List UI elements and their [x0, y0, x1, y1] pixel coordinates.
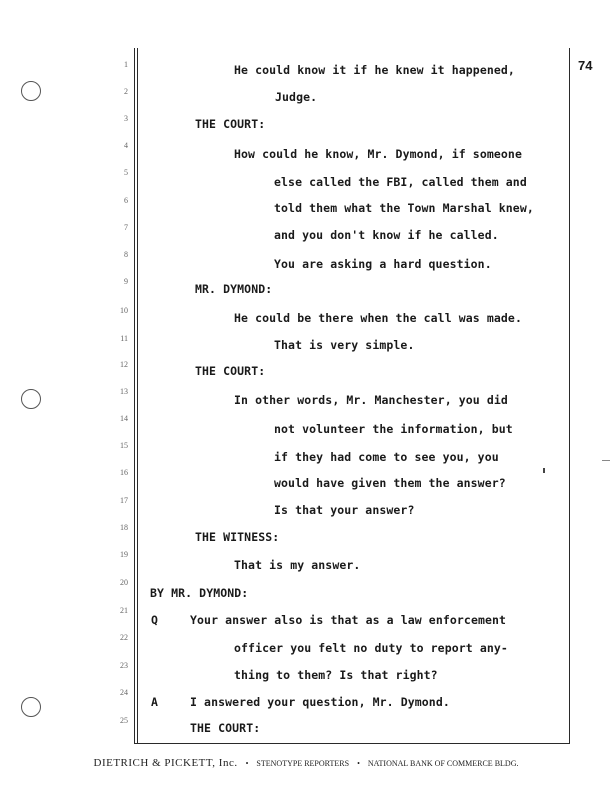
transcript-line: That is very simple.: [274, 338, 415, 352]
transcript-line: Is that your answer?: [274, 503, 415, 517]
line-number: 11: [120, 334, 128, 343]
margin-rule-left: [134, 48, 135, 743]
examiner-label: BY MR. DYMOND:: [150, 586, 249, 600]
speaker-label: MR. DYMOND:: [195, 282, 273, 296]
binder-hole-top: [21, 81, 41, 101]
reporter-footer: [0, 757, 612, 769]
transcript-line: Judge.: [275, 90, 318, 104]
line-number: 21: [120, 606, 128, 615]
footer-service: STENOTYPE REPORTERS: [256, 759, 350, 768]
binder-hole-middle: [21, 389, 41, 409]
stray-mark: [543, 468, 545, 473]
page-number: 74: [578, 58, 593, 73]
transcript-line: You are asking a hard question.: [274, 257, 492, 271]
line-number: 16: [120, 468, 128, 477]
transcript-line: else called the FBI, called them and: [274, 175, 527, 189]
line-number: 25: [120, 716, 128, 725]
transcript-line: Your answer also is that as a law enforcement: [190, 613, 507, 627]
line-number: 24: [120, 688, 128, 697]
line-number: 22: [120, 633, 128, 642]
line-number: 15: [120, 441, 128, 450]
line-number: 20: [120, 578, 128, 587]
footer-separator: •: [357, 759, 360, 768]
transcript-line: thing to them? Is that right?: [234, 668, 438, 682]
line-number: 3: [124, 114, 128, 123]
margin-rule-bottom: [134, 743, 570, 744]
line-number: 9: [124, 277, 128, 286]
transcript-line: He could know it if he knew it happened,: [234, 63, 515, 77]
speaker-label: THE COURT:: [195, 117, 266, 131]
transcript-line: told them what the Town Marshal knew,: [274, 201, 534, 215]
line-number: 6: [124, 196, 128, 205]
footer-firm: DIETRICH & PICKETT, Inc.: [93, 757, 238, 769]
line-number: 5: [124, 168, 128, 177]
line-number: 14: [120, 414, 128, 423]
transcript-line: I answered your question, Mr. Dymond.: [190, 695, 450, 709]
edge-mark: [602, 460, 610, 461]
transcript-line: He could be there when the call was made.: [234, 311, 522, 325]
transcript-line: In other words, Mr. Manchester, you did: [234, 393, 508, 407]
line-number: 8: [124, 250, 128, 259]
footer-separator: •: [245, 759, 249, 768]
line-number: 10: [120, 306, 128, 315]
line-number: 18: [120, 523, 128, 532]
answer-marker: A: [151, 695, 158, 709]
line-number: 23: [120, 661, 128, 670]
line-number: 19: [120, 550, 128, 559]
question-marker: Q: [151, 613, 158, 627]
line-number: 4: [124, 141, 128, 150]
transcript-line: would have given them the answer?: [274, 476, 506, 490]
speaker-label: THE COURT:: [190, 721, 261, 735]
transcript-line: How could he know, Mr. Dymond, if someone: [234, 147, 522, 161]
margin-rule-right: [569, 48, 570, 743]
footer-address: NATIONAL BANK OF COMMERCE BLDG.: [367, 759, 519, 768]
binder-hole-bottom: [21, 697, 41, 717]
speaker-label: THE COURT:: [195, 364, 266, 378]
transcript-line: and you don't know if he called.: [274, 228, 499, 242]
transcript-line: if they had come to see you, you: [274, 450, 499, 464]
margin-rule-left-inner: [137, 48, 138, 743]
transcript-line: officer you felt no duty to report any-: [234, 641, 508, 655]
line-number: 7: [124, 223, 128, 232]
speaker-label: THE WITNESS:: [195, 530, 280, 544]
line-number: 17: [120, 496, 128, 505]
line-number: 13: [120, 387, 128, 396]
line-number: 1: [124, 60, 128, 69]
line-number: 2: [124, 87, 128, 96]
transcript-line: That is my answer.: [234, 558, 361, 572]
line-number: 12: [120, 360, 128, 369]
transcript-line: not volunteer the information, but: [274, 422, 513, 436]
